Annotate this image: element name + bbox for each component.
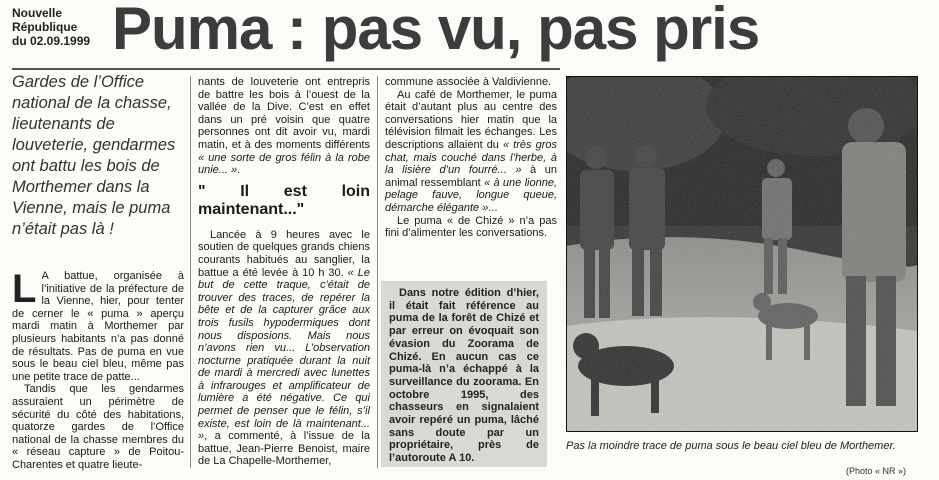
text-run: . [237,164,241,177]
quote: « très gros chat, mais couché dans l’herbe, à la lisière d’un fourré... » [385,138,557,177]
subheading: " Il est loin maintenant..." [198,182,370,218]
article-column-1 [12,267,184,472]
text-run: Au café de Morthemer, le puma était d’autant plus au centre des conversations hier matin que la télévision filmait les échanges. Les descriptions allaient du [385,88,557,151]
article-column-3 [385,76,557,240]
newspaper-source [12,6,90,48]
quote: « Le but de cette traque, c’était de trouver des traces, de repérer la bête et de la capturer grâce aux trois fusils hypodermiques dont nous disposions. Mais nous n’avons rien vu... L’observation nocturne pratiquée durant la nuit de mardi à mercredi avec lunettes à infrarouges et amplificateur de lumière a été négative. Ce qui permet de penser que le félin, s’il existe, est loin de là maintenant... » [198,266,370,443]
text-run: , a commenté, à l’issue de la battue, Jean-Pierre Benoist, maire de La Chapelle-Morthemer, [198,430,370,468]
quote: « à une lionne, pelage fauve, longue queue, démarche élégante » [385,176,558,214]
paragraph: commune associée à Valdivienne. [385,76,552,88]
news-photo [566,76,918,432]
text-run: ... [488,201,498,214]
paragraph [385,89,557,215]
headline-rule [12,68,560,70]
column-divider [377,76,378,468]
column-divider [190,76,191,468]
drop-cap: L [12,267,37,311]
paragraph: Le puma « de Chizé » n’a pas fini d’alimenter les conversations. [385,214,557,240]
quote: « une sorte de gros félin à la robe unie... » [198,151,370,177]
source-line-1: Nouvelle [12,6,63,20]
text-run: à un animal ressemblant [385,164,557,189]
headline: Puma : pas vu, pas pris [112,0,760,62]
photo-credit: (Photo « NR ») [846,466,907,476]
text-run: Lancée à 9 heures avec le soutien de quelques grands chiens courants habitués au sanglier, la battue a été levée à 10 h 30. [198,228,370,279]
paragraph: A battue, organisée à l’initiative de la préfecture de la Vienne, hier, pour tenter de cerner le « puma » aperçu mardi matin à Morthemer par plusieurs habitants n’a pas donné de résultats. Pas de puma en vue sous le beau ciel bleu, même pas une petite trace de patte... [12,270,184,383]
text-run: nants de louveterie ont entrepris de battre les bois à l’ouest de la vallée de la Dive. C’est en effet dans un pré voisin que quatre personnes ont dit avoir vu, mardi matin, et à des moments différents [198,76,370,151]
article-column-2 [198,76,370,468]
correction-box [381,281,547,467]
paragraph [198,76,370,177]
paragraph: Tandis que les gendarmes assuraient un périmètre de sécurité du côté des habitations, quatorze gardes de l’Office national de la chasse membres du « réseau capture » de Poitou-Charentes et quatre lieute- [12,383,184,471]
intro-lead: Gardes de l’Office national de la chasse, lieutenants de louveterie, gendarmes ont battu les bois de Morthemer dans la Vienne, mais le puma n’était pas là ! [12,73,176,238]
source-line-2: République [12,20,78,34]
source-line-3: du 02.09.1999 [12,34,91,48]
photo-caption: Pas la moindre trace de puma sous le beau ciel bleu de Morthemer. [566,440,896,452]
paragraph [198,229,370,468]
correction-text: Dans notre édition d’hier, il était fait référence au puma de la forêt de Chizé et par erreur on évoquait son évasion du Zoorama de Chizé. En aucun cas ce puma-là n’a échappé à la surveillance du zoorama. En octobre 1995, des chasseurs en signalaient avoir repéré un puma, lâché sans doute par un propriétaire, près de l’autoroute A 10. [389,287,539,465]
